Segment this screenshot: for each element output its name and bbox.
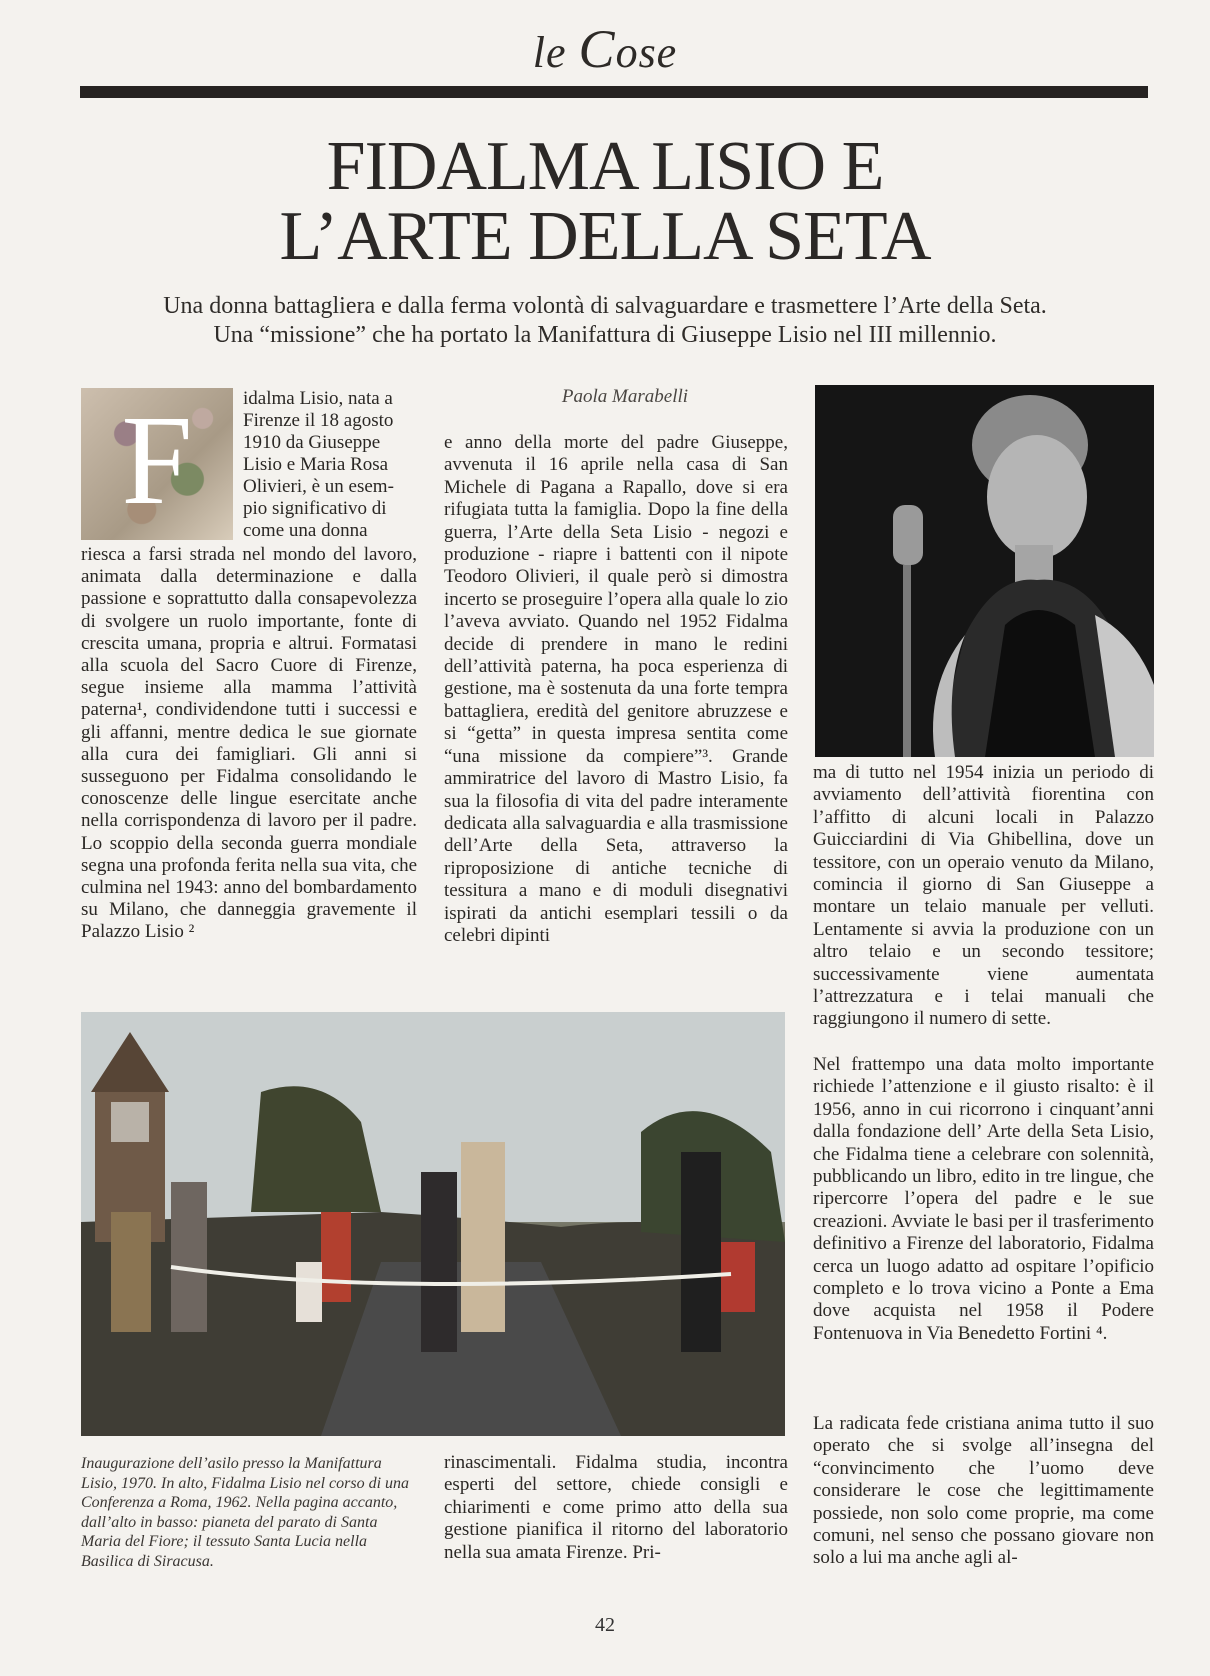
subtitle-line-1: Una donna battagliera e dalla ferma volontà di salvaguardare e trasmettere l’Arte della Seta. <box>163 293 1047 319</box>
col1-intro <box>243 388 417 542</box>
headline <box>0 128 1210 275</box>
section-title-ose: ose <box>615 28 678 77</box>
intro-line: idalma Lisio, nata a <box>243 388 393 409</box>
section-title-le: le <box>532 28 579 77</box>
headline-line-2: L’ARTE DELLA SETA <box>279 198 931 275</box>
dropcap-letter: F <box>121 389 193 531</box>
col2-top: e anno della morte del padre Giuseppe, avvenuta il 16 aprile nella casa di San Michele di Pagana a Rapallo, dove si era rifugiata tutta la famiglia. Dopo la fine della guerra, l’Arte della Seta Lisio - negozi e produzione - riapre i battenti con il nipote Teodoro Olivieri, il quale però si dimostra incerto se proseguire l’opera alla quale lo zio l’aveva avviato. Quando nel 1952 Fidalma decide di prendere in mano le redini dell’attività paterna, ha poca esperienza di gestione, ma è sostenuta da una forte tempra battagliera, eredità del genitore abruzzese e si “getta” in questa impresa sentita come “una missione da compiere”³. Grande ammiratrice del lavoro di Mastro Lisio, fa sua la filosofia di vita del padre interamente dedicata alla salvaguardia e alla trasmissione dell’Arte della Seta, attraverso la riproposizione di antiche tecniche di tessitura a mano e di moduli disegnativi ispirati da antichi esemplari tessili o da celebri dipinti <box>444 432 788 946</box>
inauguration-photo <box>81 1012 785 1436</box>
col2-bottom: rinascimentali. Fidalma studia, incontra esperti del settore, chiede consigli e chiarimenti e come primo atto della sua gestione pianifica il ritorno del laboratorio nella sua amata Firenze. Pri- <box>444 1452 788 1563</box>
section-title <box>0 18 1210 80</box>
page-number: 42 <box>595 1614 615 1636</box>
headline-line-1: FIDALMA LISIO E <box>326 128 884 205</box>
intro-line: come una donna <box>243 520 368 541</box>
portrait-illustration <box>815 385 1154 757</box>
author-byline: Paola Marabelli <box>561 386 689 407</box>
portrait-photo <box>815 385 1154 757</box>
intro-line: Lisio e Maria Rosa <box>243 454 389 475</box>
col3-para1: ma di tutto nel 1954 inizia un periodo di avviamento dell’attività fiorentina con l’affitto di alcuni locali in Palazzo Guicciardini di Via Ghibellina, dove un tessitore, con un operaio venuto da Milano, comincia il giorno di San Giuseppe a montare un telaio manuale per velluti. Lentamente si avvia la produzione con un altro telaio e un secondo tessitore; successivamente viene aumentata l’attrezzatura e i telai manuali che raggiungono il numero di sette. <box>813 762 1154 1030</box>
intro-line: pio significativo di <box>243 498 387 519</box>
dropcap-fabric-image <box>81 388 233 540</box>
col3-para3: La radicata fede cristiana anima tutto il suo operato che si svolge all’insegna del “convincimento che l’uomo deve considerare le cose che legittimamente possiede, non solo come proprie, ma come comuni, nel senso che possano giovare non solo a lui ma anche agli al- <box>813 1413 1154 1569</box>
subtitle <box>0 292 1210 350</box>
section-title-c: C <box>578 19 616 79</box>
intro-line: 1910 da Giuseppe <box>243 432 381 453</box>
photo-caption: Inaugurazione dell’asilo presso la Manifattura Lisio, 1970. In alto, Fidalma Lisio nel corso di una Conferenza a Roma, 1962. Nella pagina accanto, dall’alto in basso: pianeta del parato di Santa Maria del Fiore; il tessuto Santa Lucia nella Basilica di Siracusa. <box>81 1455 410 1570</box>
intro-line: Olivieri, è un esem- <box>243 476 394 497</box>
subtitle-line-2: Una “missione” che ha portato la Manifattura di Giuseppe Lisio nel III millennio. <box>213 322 997 348</box>
intro-line: Firenze il 18 agosto <box>243 410 394 431</box>
inauguration-illustration <box>81 1012 785 1436</box>
header-rule <box>80 86 1148 98</box>
col1-body: riesca a farsi strada nel mondo del lavoro, animata dalla determinazione e dalla passione e soprattutto dalla consapevolezza di svolgere un ruolo importante, fonte di crescita umana, propria e altrui. Formatasi alla scuola del Sacro Cuore di Firenze, segue insieme alla mamma l’attività paterna¹, condividendone tutti i successi e gli affanni, mentre dedica le sue giornate alla cura dei famigliari. Gli anni si susseguono per Fidalma consolidando le conoscenze delle lingue esercitate anche nella corrispondenza di lavoro per il padre. Lo scoppio della seconda guerra mondiale segna una profonda ferita nella sua vita, che culmina nel 1943: anno del bombardamento su Milano, che danneggia gravemente il Palazzo Lisio ² <box>81 544 417 943</box>
col3-para2: Nel frattempo una data molto importante richiede l’attenzione e il giusto risalto: è il 1956, anno in cui ricorrono i cinquant’anni dalla fondazione dell’ Arte della Seta Lisio, che Fidalma tiene a celebrare con solennità, pubblicando un libro, edito in tre lingue, che ripercorre l’opera del padre e le sue creazioni. Avviate le basi per il trasferimento definitivo a Firenze del laboratorio, Fidalma cerca un luogo adatto ad ospitare l’opificio completo e lo trova vicino a Ponte a Ema dove acquista nel 1958 il Podere Fontenuova in Via Benedetto Fortini ⁴. <box>813 1054 1154 1344</box>
